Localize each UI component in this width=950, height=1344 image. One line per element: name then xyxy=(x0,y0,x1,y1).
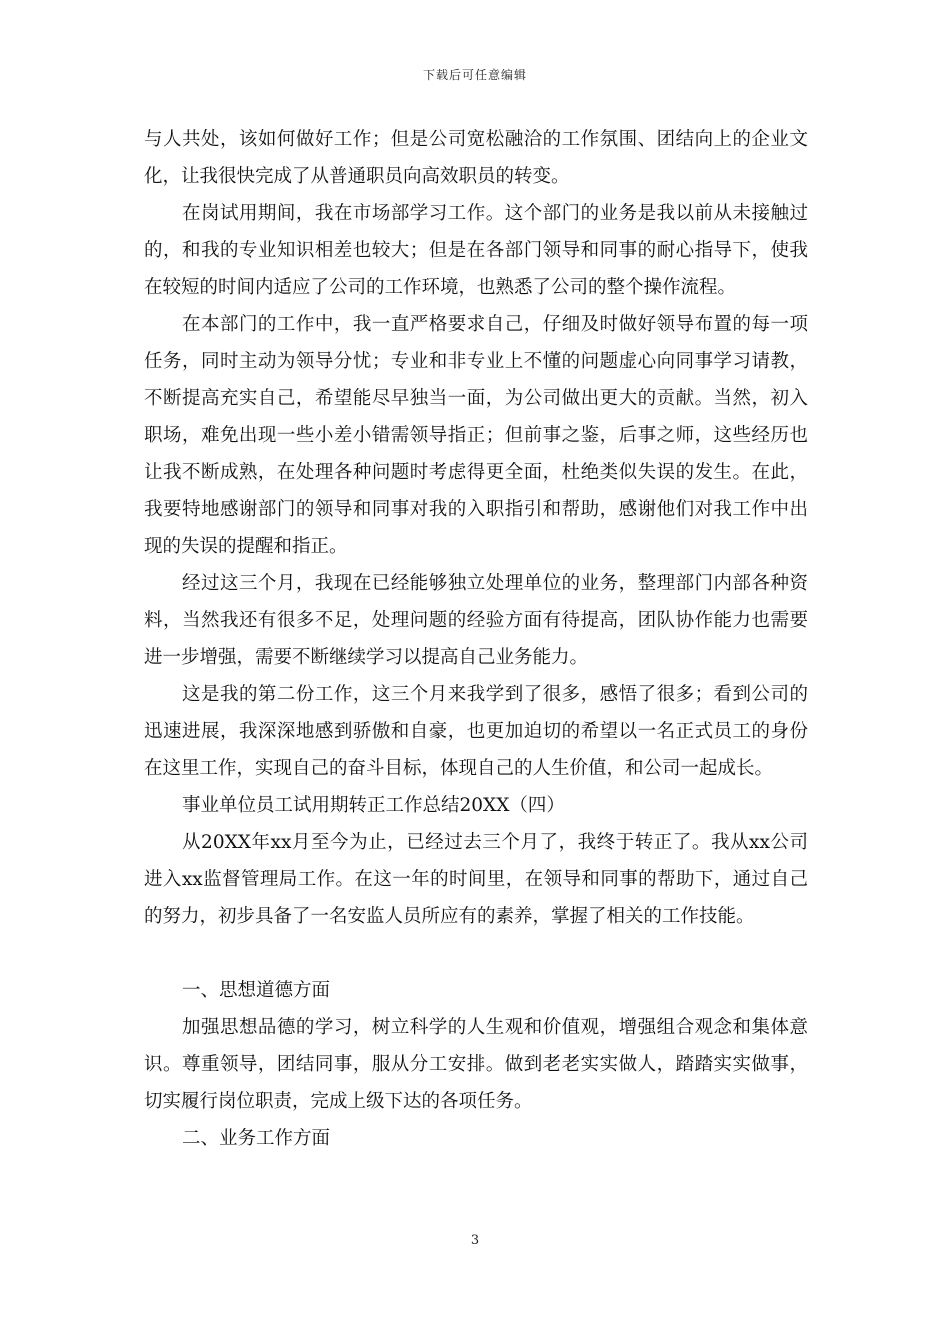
paragraph-moral: 加强思想品德的学习，树立科学的人生观和价值观，增强组合观念和集体意识。尊重领导，团结同事，服从分工安排。做到老老实实做人，踏踏实实做事，切实履行岗位职责，完成上级下达的各项任务。 xyxy=(144,1017,808,1112)
paragraph-second-job: 这是我的第二份工作，这三个月来我学到了很多，感悟了很多；看到公司的迅速进展，我深深地感到骄傲和自豪，也更加迫切的希望以一名正式员工的身份在这里工作，实现自己的奋斗目标，体现自己的人生价值，和公司一起成长。 xyxy=(144,684,808,779)
heading-business: 二、业务工作方面 xyxy=(182,1128,331,1149)
heading-moral: 一、思想道德方面 xyxy=(182,980,331,1001)
paragraph-probation-market-dept: 在岗试用期间，我在市场部学习工作。这个部门的业务是我以前从未接触过的，和我的专业知识相差也较大；但是在各部门领导和同事的耐心指导下，使我在较短的时间内适应了公司的工作环境，也熟悉了公司的整个操作流程。 xyxy=(144,203,808,298)
document-body xyxy=(144,121,808,1157)
paragraph-three-months: 经过这三个月，我现在已经能够独立处理单位的业务，整理部门内部各种资料，当然我还有很多不足，处理问题的经验方面有待提高，团队协作能力也需要进一步增强，需要不断继续学习以提高自己业务能力。 xyxy=(144,573,808,668)
page-number: 3 xyxy=(470,1233,480,1248)
page-header: 下载后可任意编辑 xyxy=(422,68,527,82)
paragraph-continuation: 与人共处，该如何做好工作；但是公司宽松融洽的工作氛围、团结向上的企业文化，让我很快完成了从普通职员向高效职员的转变。 xyxy=(144,129,808,187)
paragraph-intro: 从20XX年xx月至今为止，已经过去三个月了，我终于转正了。我从xx公司进入xx监督管理局工作。在这一年的时间里，在领导和同事的帮助下，通过自己的努力，初步具备了一名安监人员所应有的素养，掌握了相关的工作技能。 xyxy=(144,832,808,927)
paragraph-department-work: 在本部门的工作中，我一直严格要求自己，仔细及时做好领导布置的每一项任务，同时主动为领导分忧；专业和非专业上不懂的问题虚心向同事学习请教，不断提高充实自己，希望能尽早独当一面，为公司做出更大的贡献。当然，初入职场，难免出现一些小差小错需领导指正；但前事之鉴，后事之师，这些经历也让我不断成熟，在处理各种问题时考虑得更全面，杜绝类似失误的发生。在此，我要特地感谢部门的领导和同事对我的入职指引和帮助，感谢他们对我工作中出现的失误的提醒和指正。 xyxy=(144,314,808,557)
section-title: 事业单位员工试用期转正工作总结20XX（四） xyxy=(182,795,565,816)
